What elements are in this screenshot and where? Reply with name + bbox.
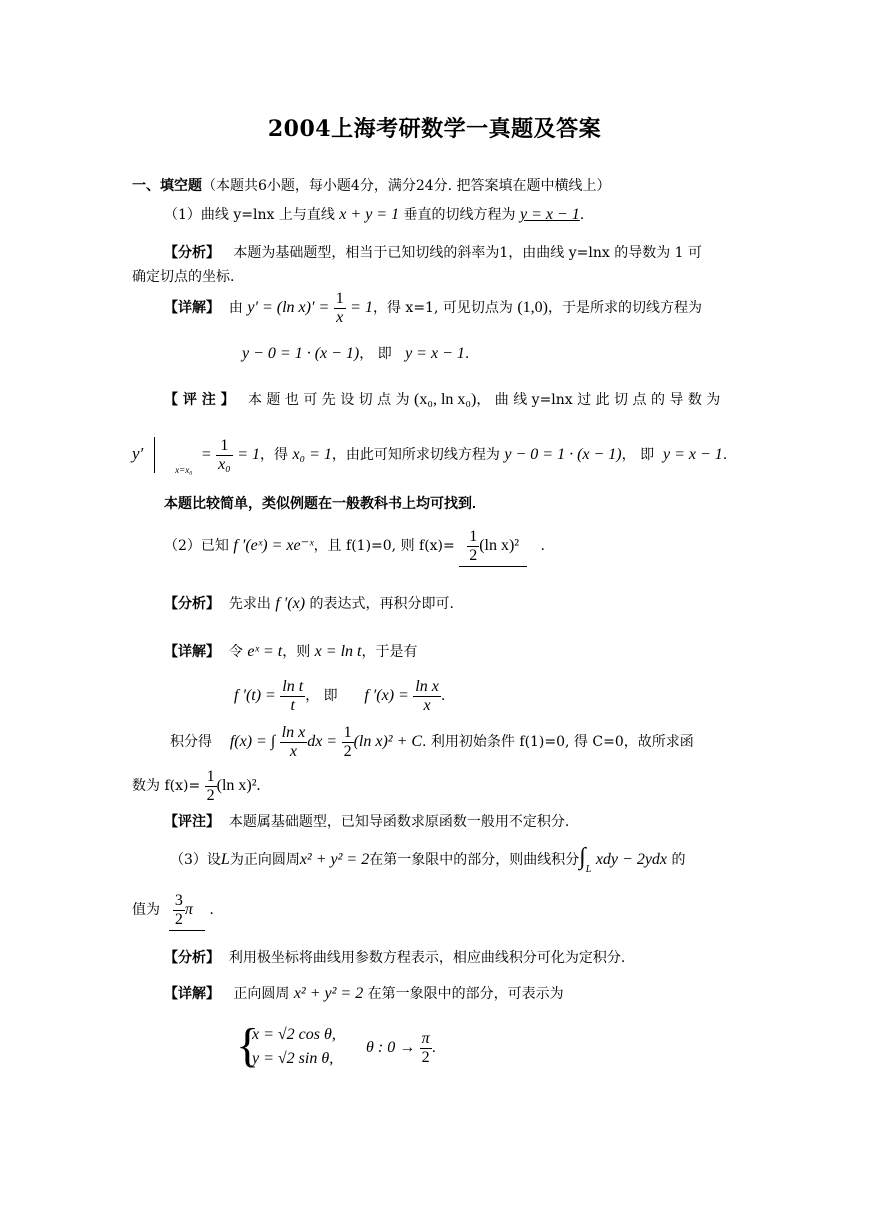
q3-prefix: （3）设 (170, 852, 221, 868)
q2-given: f ′(eˣ) = xe⁻ˣ (233, 537, 314, 554)
q2-analysis-a: 先求出 (228, 596, 271, 612)
q1-detail-label: 【详解】 (164, 300, 220, 316)
q1-detail-expr-left: y′ = (ln x)′ = (247, 299, 330, 316)
evaluation-bar (154, 437, 155, 473)
q1-comment-yprime: y′ (132, 444, 144, 463)
q1-analysis-label: 【分析】 (164, 245, 220, 261)
frac-den: x₀ (218, 455, 231, 473)
frac-den: 2 (469, 546, 478, 564)
q1-detail-eq-line (242, 344, 469, 364)
q2-func-rest: (ln x)². (216, 777, 261, 794)
q2-detail-a: 令 (228, 644, 243, 660)
q3-analysis (164, 948, 625, 968)
q1-statement (164, 205, 584, 225)
q1-eq2: y = x − 1 (405, 345, 465, 362)
q1-prefix: （1）曲线 y=lnx 上与直线 (164, 207, 335, 223)
q1-answer: y = x − 1 (520, 206, 580, 223)
q2-fx-left: f ′(x) = (364, 687, 409, 704)
q2-detail-x: x = ln t (314, 643, 362, 660)
q2-func-label: 数为 f(x)= (132, 778, 201, 794)
q2-ft-frac (280, 678, 305, 715)
q1-detail-a: 由 (228, 300, 243, 316)
q3-L: L (220, 851, 230, 868)
frac-num: 1 (335, 289, 344, 307)
q2-mid: ，且 f(1)=0, 则 f(x)= (313, 538, 455, 554)
q2-detail-b: ，则 (282, 644, 311, 660)
q1-comment-x0: x₀ = 1 (292, 446, 332, 463)
q1-comment-b: ， 曲 线 y=lnx 过 此 切 点 的 导 数 为 (476, 392, 721, 408)
frac-num: 1 (469, 527, 478, 545)
q1-detail-point: (1,0) (517, 299, 548, 316)
q2-comment (164, 812, 569, 832)
q2-answer-blank (459, 526, 527, 567)
q2-fx-end: . (440, 688, 446, 704)
q3-answer-pi: π (184, 901, 193, 918)
frac-num: ln t (282, 677, 304, 695)
q2-comment-label: 【评注】 (164, 814, 220, 830)
q3-value-label: 值为 (132, 902, 160, 918)
q1-analysis-line2: 确定切点的坐标. (132, 269, 235, 285)
q1-comment-d: ，得 (260, 447, 288, 463)
frac-den: t (290, 696, 295, 714)
q2-detail-sub: eˣ = t (247, 643, 283, 660)
frac-num: 3 (174, 891, 183, 909)
q1-analysis-line1 (164, 243, 702, 263)
q3-detail-a: 正向圆周 (233, 986, 290, 1002)
q3-detail-label: 【详解】 (164, 986, 220, 1002)
q1-detail (164, 288, 702, 328)
q3-param-y: y = √2 sin θ, (252, 1050, 334, 1067)
q2-analysis-label: 【分析】 (164, 596, 220, 612)
brace-icon: { (236, 1019, 260, 1072)
q1-eq1: y − 0 = 1 · (x − 1) (242, 345, 360, 362)
q1-comment-sub: x=x₀ (175, 465, 193, 475)
q1-analysis-text: 本题为基础题型，相当于已知切线的斜率为1，由曲线 y=lnx 的导数为 1 可 (233, 245, 703, 261)
q2-ft-left: f ′(t) = (234, 687, 276, 704)
frac-num: ln x (281, 723, 306, 741)
q3-theta-range-text: θ : 0 → (366, 1039, 416, 1056)
q1-comment-point: (x₀, ln x₀) (414, 391, 477, 408)
q2-integ-dx: dx = (307, 733, 338, 750)
frac-num: 1 (206, 767, 215, 785)
q2-integration-line (170, 722, 694, 762)
q2-statement (164, 526, 545, 567)
q1-comment-frac (216, 437, 233, 474)
q3-analysis-text: 利用极坐标将曲线用参数方程表示，相应曲线积分可化为定积分. (228, 950, 626, 966)
integral-sign: ∫ (579, 844, 586, 870)
frac-den: x (289, 742, 297, 760)
q2-detail-c: ，于是有 (361, 644, 418, 660)
section-header (132, 176, 611, 196)
q3-detail-b: 在第一象限中的部分，可表示为 (367, 986, 564, 1002)
frac-den: 2 (174, 910, 183, 928)
q3-answer-frac (173, 892, 185, 929)
q1-comment-line2: y′ $_{x=x_0}$ = $\frac{1}{\text{x₀}}$ = 1，得 x₀ = 1，由此可知所求切线方程为 y − 0 = 1 · (x − 1)， 即 y = x − 1. (132, 436, 728, 475)
frac-num: 1 (343, 723, 352, 741)
frac-num: 1 (216, 437, 233, 456)
q1-eq-end: . (464, 346, 470, 362)
q3-ans-end: . (209, 902, 214, 918)
q2-end: . (540, 538, 545, 554)
q3-theta-end: . (431, 1040, 437, 1056)
q1-comment-line1 (164, 390, 720, 410)
q1-line-expr: x + y = 1 (339, 206, 400, 223)
q3-mid1: 为正向圆周 (229, 852, 300, 868)
q2-fx-frac (413, 678, 441, 715)
frac-den: x (423, 696, 431, 714)
q1-comment-e: ，由此可知所求切线方程为 (331, 447, 500, 463)
q3-circle: x² + y² = 2 (299, 851, 370, 868)
q1-end: . (579, 207, 585, 223)
q1-ji: ， 即 (359, 346, 392, 362)
frac-den: 2 (206, 786, 215, 804)
q2-integ-half (342, 724, 354, 761)
q1-comment-ji: ， 即 (621, 447, 655, 463)
q2-prefix: （2）已知 (164, 538, 229, 554)
q3-answer-blank (169, 890, 205, 931)
q1-note: 本题比较简单，类似例题在一般教科书上均可找到. (164, 495, 476, 511)
section-label: 一、填空题 (132, 178, 202, 194)
q2-analysis-b: 的表达式，再积分即可. (309, 596, 454, 612)
frac-den: x (336, 308, 344, 326)
q1-mid: 垂直的切线方程为 (403, 207, 516, 223)
q2-integ-frac (280, 724, 308, 761)
q1-comment-eq1: y − 0 = 1 · (x − 1) (504, 446, 622, 463)
q3-theta-range (366, 1028, 436, 1068)
q1-comment-c: = 1 (237, 446, 260, 463)
q2-integ-tail: . 利用初始条件 f(1)=0, 得 C=0，故所求函 (422, 734, 694, 750)
q2-comment-text: 本题属基础题型，已知导函数求原函数一般用不定积分. (228, 814, 570, 830)
q3-detail (164, 984, 564, 1004)
q2-detail (164, 642, 417, 662)
q2-analysis (164, 594, 454, 614)
document-title: 2004上海考研数学一真题及答案 (267, 116, 602, 142)
q2-integ-left: f(x) = ∫ (229, 733, 276, 750)
q1-comment-label: 【 评 注 】 (164, 392, 235, 408)
q2-derivative-line (234, 676, 445, 716)
q3-value-line (132, 890, 214, 931)
q1-detail-c: ，于是所求的切线方程为 (547, 300, 702, 316)
q2-detail-label: 【详解】 (164, 644, 220, 660)
section-note: （本题共6小题，每小题4分，满分24分. 把答案填在题中横线上） (202, 178, 611, 194)
q3-analysis-label: 【分析】 (164, 950, 220, 966)
frac-den: 2 (421, 1048, 430, 1066)
q1-detail-expr-right: = 1 (350, 299, 373, 316)
q3-detail-circle: x² + y² = 2 (293, 985, 364, 1002)
q3-param-x: x = √2 cos θ, (252, 1026, 336, 1043)
q3-statement (170, 842, 685, 885)
q2-integ-rest: (ln x)² + C (353, 733, 423, 750)
q2-integ-label: 积分得 (170, 734, 212, 750)
q1-detail-b: ，得 x=1, 可见切点为 (372, 300, 513, 316)
q1-comment-end: . (722, 447, 728, 463)
q2-answer-rest: (ln x)² (479, 537, 520, 554)
q3-integrand: xdy − 2ydx (595, 851, 668, 868)
q2-analysis-expr: f ′(x) (275, 595, 306, 612)
q2-function-line (132, 766, 261, 806)
q3-theta-frac (420, 1030, 432, 1067)
q1-comment-eq2: y = x − 1 (662, 446, 723, 463)
frac-num: ln x (415, 677, 439, 695)
q3-integral-sub: L (585, 864, 592, 875)
q2-ft-ji: ， 即 (305, 688, 338, 704)
frac-den: 2 (343, 742, 352, 760)
q2-func-frac (205, 768, 217, 805)
q1-comment-a: 本 题 也 可 先 设 切 点 为 (247, 392, 410, 408)
q2-answer-frac (467, 528, 479, 565)
q1-detail-frac (334, 290, 346, 327)
frac-num: π (421, 1029, 430, 1047)
q3-end1: 的 (671, 852, 686, 868)
q3-mid2: 在第一象限中的部分，则曲线积分 (369, 852, 580, 868)
